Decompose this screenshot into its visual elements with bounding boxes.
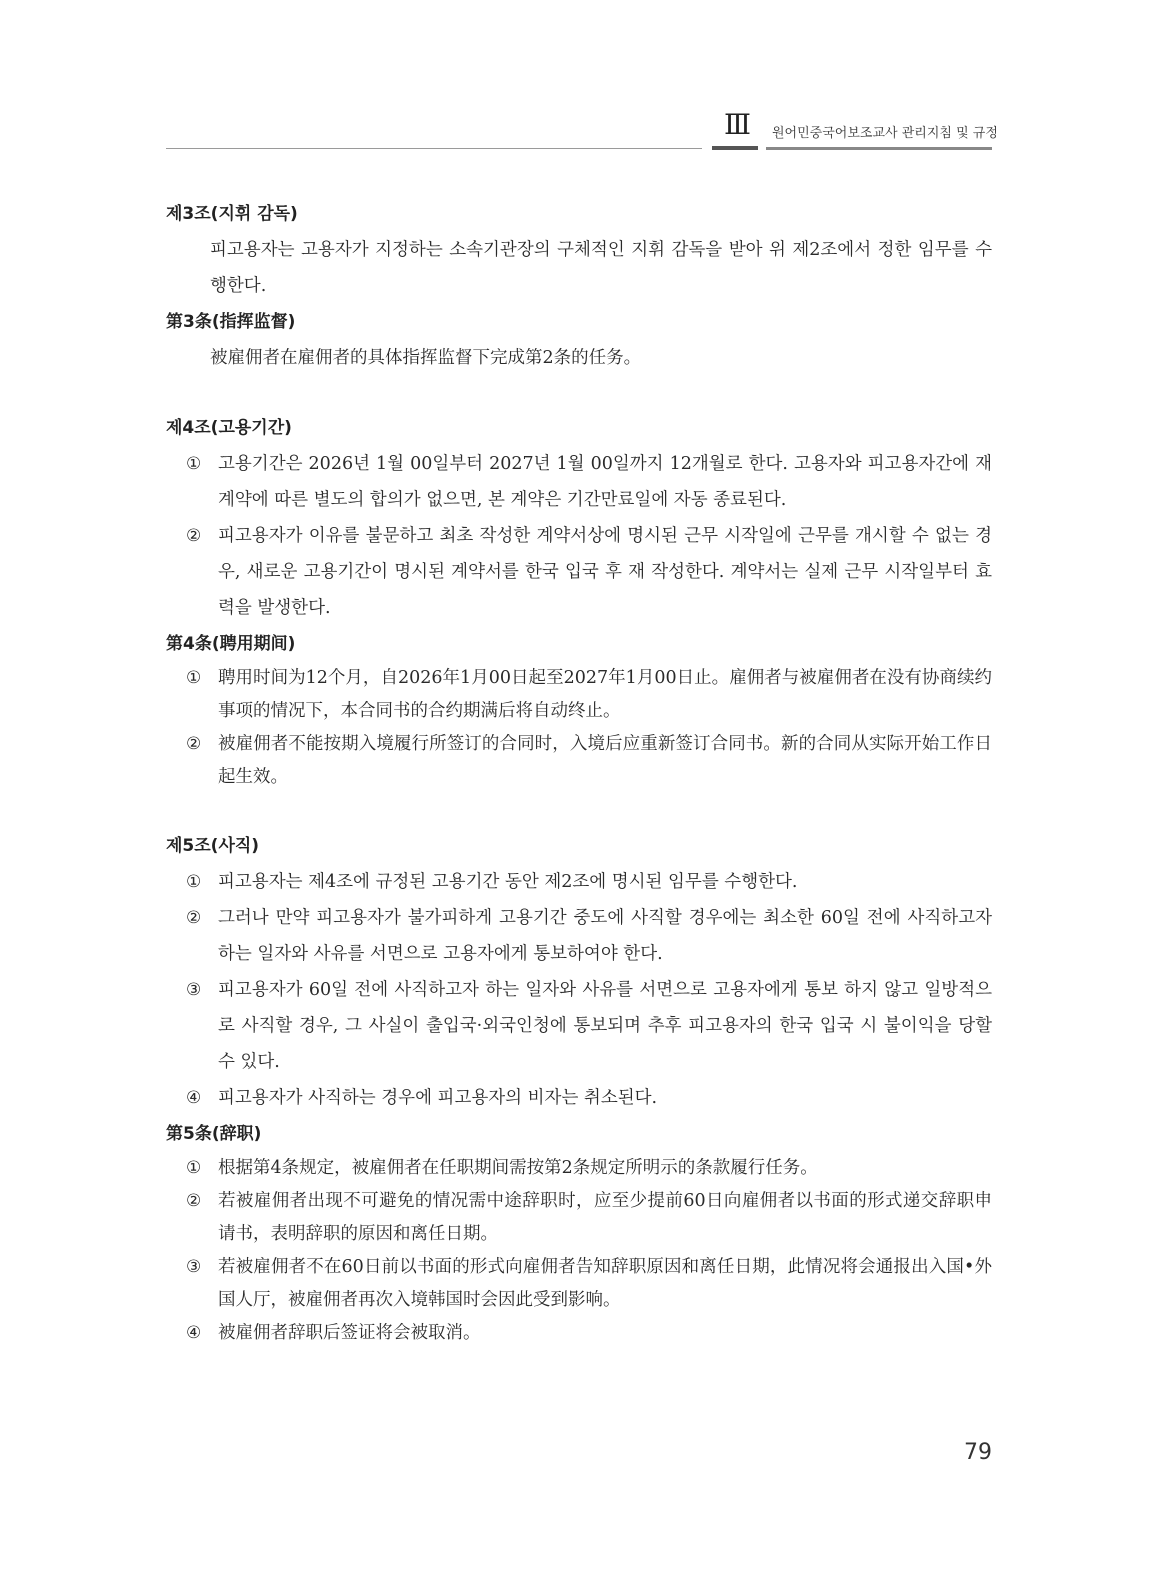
article-5-cn-item-1 (166, 1152, 992, 1185)
section-gap (166, 376, 992, 410)
article-5-cn-item-4 (166, 1317, 992, 1350)
article-3-cn-heading: 第3条(指挥监督) (166, 312, 296, 332)
item-text: 若被雇佣者出现不可避免的情况需中途辞职时，应至少提前60日向雇佣者以书面的形式递交辞职申请书，表明辞职的原因和离任日期。 (218, 1191, 992, 1244)
item-text: 피고용자가 사직하는 경우에 피고용자의 비자는 취소된다. (218, 1088, 658, 1108)
item-number: ③ (186, 1257, 202, 1277)
item-text: 그러나 만약 피고용자가 불가피하게 고용기간 중도에 사직할 경우에는 최소한 60일 전에 사직하고자 하는 일자와 사유를 서면으로 고용자에게 통보하여야 한다. (218, 908, 992, 964)
item-number: ④ (186, 1088, 202, 1108)
section-gap (166, 794, 992, 828)
item-number: ① (186, 1158, 202, 1178)
item-text: 被雇佣者不能按期入境履行所签订的合同时，入境后应重新签订合同书。新的合同从实际开始工作日起生效。 (218, 734, 992, 787)
item-text: 聘用时间为12个月，自2026年1月00日起至2027年1月00日止。雇佣者与被雇佣者在没有协商续约事项的情况下，本合同书的合约期满后将自动终止。 (218, 668, 992, 721)
item-number: ① (186, 668, 202, 688)
article-5-ko-item-1 (166, 864, 992, 900)
article-3-ko-heading: 제3조(지휘 감독) (166, 204, 298, 224)
item-number: ② (186, 908, 202, 928)
item-text: 고용기간은 2026년 1월 00일부터 2027년 1월 00일까지 12개월로 한다. 고용자와 피고용자간에 재계약에 따른 별도의 합의가 없으면, 본 계약은 기간만료일에 자동 종료된다. (218, 454, 992, 510)
item-number: ② (186, 1191, 202, 1211)
article-5-ko-heading: 제5조(사직) (166, 836, 260, 856)
article-4-ko-item-2 (166, 518, 992, 626)
page-header (0, 108, 1159, 158)
article-4-cn-heading: 第4条(聘用期间) (166, 634, 296, 654)
article-5-ko-item-4 (166, 1080, 992, 1116)
chapter-underline (712, 146, 758, 150)
item-number: ④ (186, 1323, 202, 1343)
item-text: 피고용자는 제4조에 규정된 고용기간 동안 제2조에 명시된 임무를 수행한다. (218, 872, 798, 892)
item-number: ① (186, 872, 202, 892)
article-3-cn-text: 被雇佣者在雇佣者的具体指挥监督下完成第2条的任务。 (210, 348, 642, 368)
item-number: ③ (186, 980, 202, 1000)
page-number: 79 (964, 1440, 992, 1465)
document-body (166, 196, 992, 1350)
item-number: ① (186, 454, 202, 474)
item-text: 根据第4条规定，被雇佣者在任职期间需按第2条规定所明示的条款履行任务。 (218, 1158, 818, 1178)
header-rule-right (766, 147, 992, 150)
item-number: ② (186, 526, 202, 546)
article-5-ko-item-3 (166, 972, 992, 1080)
item-text: 피고용자가 이유를 불문하고 최초 작성한 계약서상에 명시된 근무 시작일에 근무를 개시할 수 없는 경우, 새로운 고용기간이 명시된 계약서를 한국 입국 후 재 작성한다. 계약서는 실제 근무 시작일부터 효력을 발생한다. (218, 526, 992, 618)
article-5-cn-heading: 第5条(辞职) (166, 1124, 262, 1144)
item-text: 若被雇佣者不在60日前以书面的形式向雇佣者告知辞职原因和离任日期，此情况将会通报出入国•外国人厅，被雇佣者再次入境韩国时会因此受到影响。 (218, 1257, 992, 1310)
chapter-number: Ⅲ (723, 108, 750, 141)
article-5-ko-item-2 (166, 900, 992, 972)
header-title: 원어민중국어보조교사 관리지침 및 규정 (772, 126, 998, 141)
article-4-cn-item-2 (166, 728, 992, 794)
item-number: ② (186, 734, 202, 754)
article-5-cn-item-2 (166, 1185, 992, 1251)
item-text: 被雇佣者辞职后签证将会被取消。 (218, 1323, 481, 1343)
item-text: 피고용자가 60일 전에 사직하고자 하는 일자와 사유를 서면으로 고용자에게 통보 하지 않고 일방적으로 사직할 경우, 그 사실이 출입국·외국인청에 통보되며 추후 피고용자의 한국 입국 시 불이익을 당할 수 있다. (218, 980, 992, 1072)
article-5-cn-item-3 (166, 1251, 992, 1317)
article-4-cn-item-1 (166, 662, 992, 728)
article-3-ko-text: 피고용자는 고용자가 지정하는 소속기관장의 구체적인 지휘 감독을 받아 위 제2조에서 정한 임무를 수행한다. (210, 240, 992, 296)
article-4-ko-item-1 (166, 446, 992, 518)
header-rule-left (166, 148, 702, 149)
article-4-ko-heading: 제4조(고용기간) (166, 418, 292, 438)
